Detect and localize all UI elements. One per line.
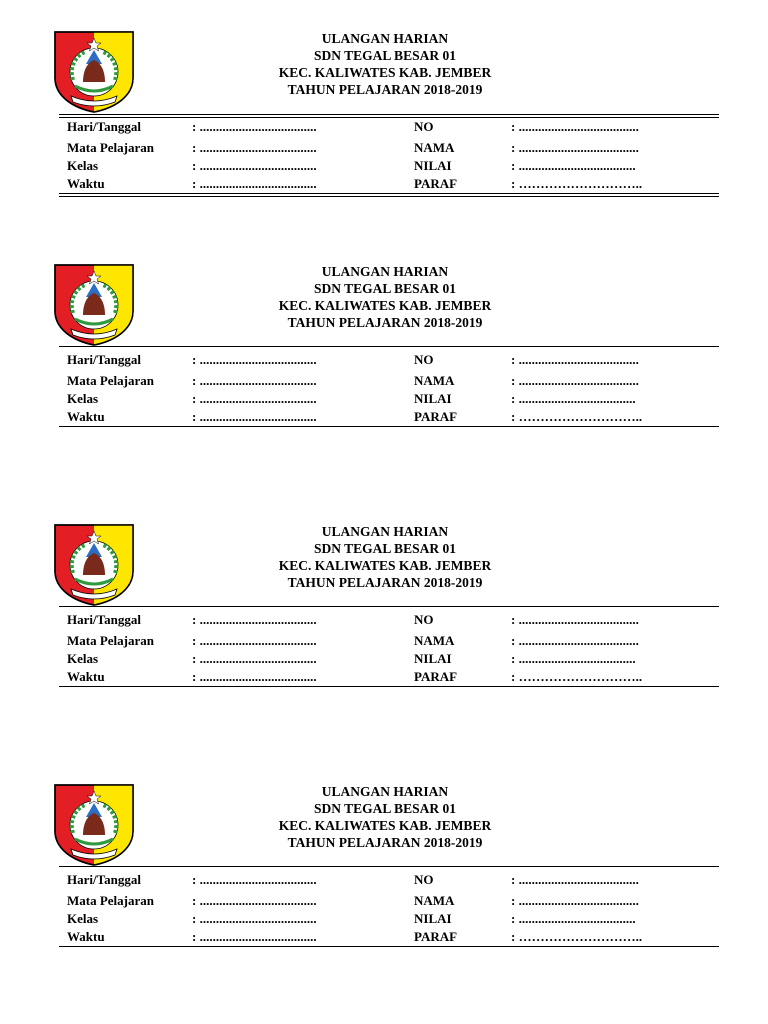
form-row xyxy=(0,893,768,911)
field-label: Mata Pelajaran xyxy=(67,633,155,648)
field-blank[interactable]: : .................................... xyxy=(192,929,317,944)
top-rule xyxy=(59,114,719,118)
form-card-2 xyxy=(0,263,768,463)
heading-line-3: KEC. KALIWATES KAB. JEMBER xyxy=(278,298,492,313)
field-blank[interactable]: : ..................................... xyxy=(511,893,639,908)
field-label: Waktu xyxy=(67,176,105,191)
bottom-rule xyxy=(59,193,719,197)
field-label: Hari/Tanggal xyxy=(67,612,141,627)
form-card-1 xyxy=(0,30,768,230)
form-row xyxy=(0,612,768,630)
field-blank[interactable]: : ……………………….. xyxy=(511,929,643,944)
field-blank[interactable]: : .................................... xyxy=(511,911,636,926)
field-blank[interactable]: : ..................................... xyxy=(511,373,639,388)
card-heading xyxy=(230,783,540,851)
field-label: Hari/Tanggal xyxy=(67,352,141,367)
heading-line-1: ULANGAN HARIAN xyxy=(321,784,449,799)
top-rule xyxy=(59,606,719,607)
bottom-rule xyxy=(59,686,719,687)
bottom-rule xyxy=(59,426,719,427)
heading-line-2: SDN TEGAL BESAR 01 xyxy=(314,801,456,816)
form-row xyxy=(0,119,768,137)
field-label: NAMA xyxy=(414,140,455,155)
field-label: Waktu xyxy=(67,669,105,684)
form-card-4 xyxy=(0,783,768,983)
field-label: PARAF xyxy=(414,176,458,191)
card-heading xyxy=(230,263,540,331)
form-row xyxy=(0,872,768,890)
card-heading xyxy=(230,30,540,98)
field-blank[interactable]: : .................................... xyxy=(192,373,317,388)
form-row xyxy=(0,176,768,194)
form-row xyxy=(0,409,768,427)
field-blank[interactable]: : .................................... xyxy=(511,651,636,666)
field-label: NAMA xyxy=(414,633,455,648)
field-blank[interactable]: : .................................... xyxy=(192,669,317,684)
field-label: Mata Pelajaran xyxy=(67,893,155,908)
field-label: NO xyxy=(414,119,434,134)
field-blank[interactable]: : ..................................... xyxy=(511,352,639,367)
form-row xyxy=(0,911,768,929)
field-blank[interactable]: : .................................... xyxy=(192,651,317,666)
heading-line-4: TAHUN PELAJARAN 2018-2019 xyxy=(287,575,483,590)
heading-line-3: KEC. KALIWATES KAB. JEMBER xyxy=(278,558,492,573)
field-blank[interactable]: : .................................... xyxy=(192,391,317,406)
heading-line-3: KEC. KALIWATES KAB. JEMBER xyxy=(278,65,492,80)
heading-line-1: ULANGAN HARIAN xyxy=(321,264,449,279)
heading-line-1: ULANGAN HARIAN xyxy=(321,524,449,539)
form-row xyxy=(0,633,768,651)
field-blank[interactable]: : .................................... xyxy=(192,119,317,134)
field-label: NO xyxy=(414,612,434,627)
top-rule xyxy=(59,346,719,347)
field-blank[interactable]: : .................................... xyxy=(192,409,317,424)
field-blank[interactable]: : .................................... xyxy=(192,140,317,155)
field-label: Waktu xyxy=(67,929,105,944)
field-label: NO xyxy=(414,872,434,887)
crest-logo-icon xyxy=(53,263,135,347)
field-blank[interactable]: : ……………………….. xyxy=(511,669,643,684)
field-blank[interactable]: : .................................... xyxy=(511,158,636,173)
field-blank[interactable]: : .................................... xyxy=(192,352,317,367)
field-label: PARAF xyxy=(414,929,458,944)
crest-logo-icon xyxy=(53,523,135,607)
form-row xyxy=(0,391,768,409)
field-blank[interactable]: : .................................... xyxy=(192,872,317,887)
heading-line-2: SDN TEGAL BESAR 01 xyxy=(314,541,456,556)
field-label: Mata Pelajaran xyxy=(67,140,155,155)
field-blank[interactable]: : .................................... xyxy=(192,158,317,173)
field-blank[interactable]: : .................................... xyxy=(192,633,317,648)
field-label: NO xyxy=(414,352,434,367)
field-blank[interactable]: : .................................... xyxy=(192,176,317,191)
field-label: Kelas xyxy=(67,391,99,406)
top-rule xyxy=(59,866,719,867)
form-card-3 xyxy=(0,523,768,723)
form-row xyxy=(0,373,768,391)
field-label: NILAI xyxy=(414,391,452,406)
field-blank[interactable]: : .................................... xyxy=(192,612,317,627)
field-blank[interactable]: : ……………………….. xyxy=(511,176,643,191)
form-row xyxy=(0,651,768,669)
crest-logo-icon xyxy=(53,783,135,867)
field-blank[interactable]: : ..................................... xyxy=(511,140,639,155)
heading-line-1: ULANGAN HARIAN xyxy=(321,31,449,46)
form-row xyxy=(0,140,768,158)
form-row xyxy=(0,158,768,176)
field-label: Hari/Tanggal xyxy=(67,119,141,134)
heading-line-4: TAHUN PELAJARAN 2018-2019 xyxy=(287,315,483,330)
heading-line-4: TAHUN PELAJARAN 2018-2019 xyxy=(287,835,483,850)
form-row xyxy=(0,929,768,947)
field-label: Kelas xyxy=(67,158,99,173)
field-label: NAMA xyxy=(414,893,455,908)
field-label: Hari/Tanggal xyxy=(67,872,141,887)
field-label: PARAF xyxy=(414,409,458,424)
field-label: NILAI xyxy=(414,911,452,926)
field-label: NILAI xyxy=(414,651,452,666)
crest-logo-icon xyxy=(53,30,135,114)
heading-line-2: SDN TEGAL BESAR 01 xyxy=(314,281,456,296)
field-label: PARAF xyxy=(414,669,458,684)
field-label: Kelas xyxy=(67,651,99,666)
field-label: Kelas xyxy=(67,911,99,926)
field-blank[interactable]: : .................................... xyxy=(192,893,317,908)
heading-line-4: TAHUN PELAJARAN 2018-2019 xyxy=(287,82,483,97)
field-blank[interactable]: : ……………………….. xyxy=(511,409,643,424)
field-blank[interactable]: : ..................................... xyxy=(511,872,639,887)
bottom-rule xyxy=(59,946,719,947)
field-label: Mata Pelajaran xyxy=(67,373,155,388)
field-blank[interactable]: : .................................... xyxy=(192,911,317,926)
form-row xyxy=(0,352,768,370)
field-blank[interactable]: : ..................................... xyxy=(511,612,639,627)
field-label: Waktu xyxy=(67,409,105,424)
field-blank[interactable]: : ..................................... xyxy=(511,633,639,648)
form-row xyxy=(0,669,768,687)
heading-line-3: KEC. KALIWATES KAB. JEMBER xyxy=(278,818,492,833)
field-blank[interactable]: : ..................................... xyxy=(511,119,639,134)
heading-line-2: SDN TEGAL BESAR 01 xyxy=(314,48,456,63)
field-blank[interactable]: : .................................... xyxy=(511,391,636,406)
card-heading xyxy=(230,523,540,591)
field-label: NAMA xyxy=(414,373,455,388)
field-label: NILAI xyxy=(414,158,452,173)
